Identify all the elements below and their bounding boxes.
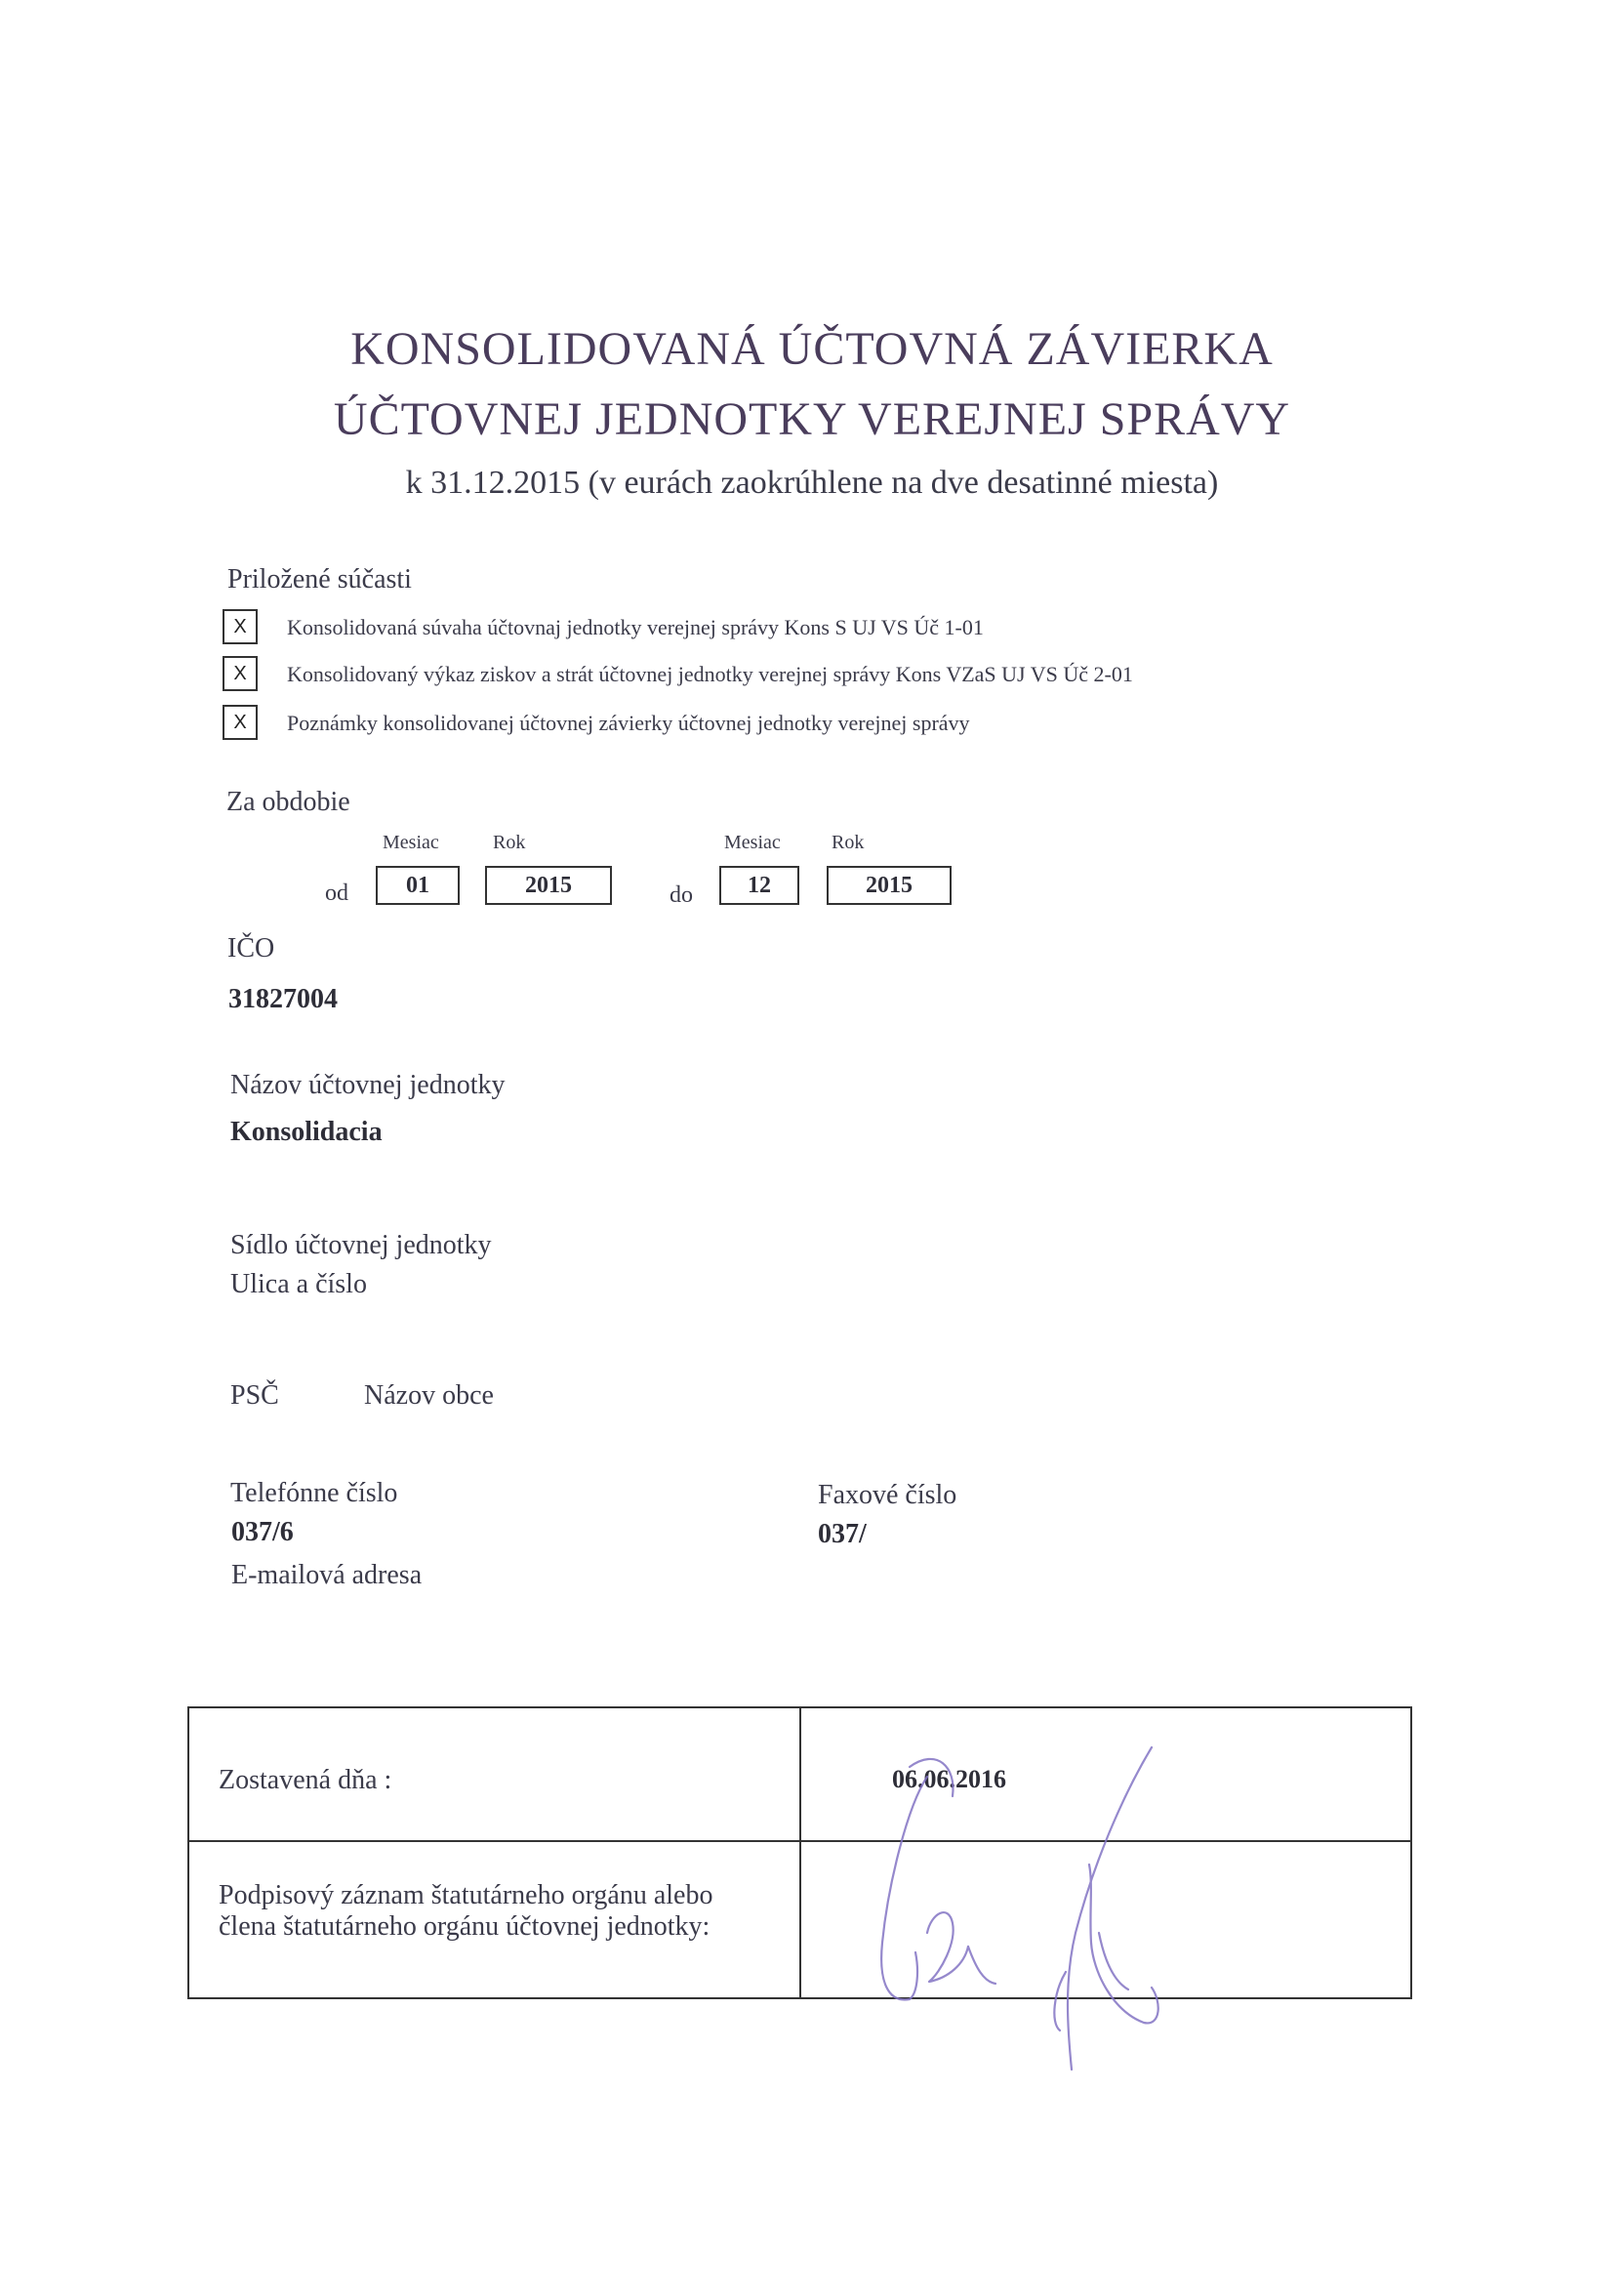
signature-scribble-icon xyxy=(859,1738,1191,2089)
ico-value: 31827004 xyxy=(228,984,338,1014)
title-line-2: ÚČTOVNEJ JEDNOTKY VEREJNEJ SPRÁVY xyxy=(333,393,1291,445)
title-line-1: KONSOLIDOVANÁ ÚČTOVNÁ ZÁVIERKA xyxy=(350,323,1274,375)
compiled-date-value: 06.06.2016 xyxy=(892,1765,1006,1793)
table-vertical-divider xyxy=(799,1708,801,1997)
ico-label: IČO xyxy=(227,933,275,964)
period-heading: Za obdobie xyxy=(226,787,350,817)
to-month-label: Mesiac xyxy=(724,832,781,853)
to-year-field[interactable]: 2015 xyxy=(827,866,952,905)
attachment-checkbox-1[interactable]: X xyxy=(223,609,258,644)
phone-value: 037/6 xyxy=(231,1517,294,1547)
from-month-label: Mesiac xyxy=(383,832,439,853)
from-month-field[interactable]: 01 xyxy=(376,866,460,905)
city-label: Názov obce xyxy=(364,1380,494,1411)
signature-table xyxy=(187,1706,1412,1999)
attachment-label-1: Konsolidovaná súvaha účtovnaj jednotky verejnej správy Kons S UJ VS Úč 1-01 xyxy=(287,615,984,639)
table-horizontal-divider xyxy=(189,1840,1410,1842)
signature-label-line-2: člena štatutárneho orgánu účtovnej jednotky: xyxy=(219,1911,710,1942)
address-label: Sídlo účtovnej jednotky xyxy=(230,1230,492,1260)
attachments-heading: Priložené súčasti xyxy=(227,564,412,594)
attachment-checkbox-3[interactable]: X xyxy=(223,705,258,740)
phone-label: Telefónne číslo xyxy=(230,1478,398,1508)
entity-name-value: Konsolidacia xyxy=(230,1117,383,1147)
street-label: Ulica a číslo xyxy=(230,1269,367,1299)
email-label: E-mailová adresa xyxy=(231,1560,423,1590)
entity-name-label: Názov účtovnej jednotky xyxy=(230,1070,506,1100)
from-year-label: Rok xyxy=(493,832,526,853)
compiled-date-label: Zostavená dňa : xyxy=(219,1765,392,1795)
signature-label-line-1: Podpisový záznam štatutárneho orgánu alebo xyxy=(219,1880,713,1910)
fax-value: 037/ xyxy=(818,1519,867,1549)
to-label: do xyxy=(670,882,693,908)
to-month-field[interactable]: 12 xyxy=(719,866,799,905)
attachment-checkbox-2[interactable]: X xyxy=(223,656,258,691)
attachment-label-2: Konsolidovaný výkaz ziskov a strát účtovnej jednotky verejnej správy Kons VZaS UJ VS Úč 2-01 xyxy=(287,662,1133,686)
fax-label: Faxové číslo xyxy=(818,1480,957,1510)
subtitle: k 31.12.2015 (v eurách zaokrúhlene na dve desatinné miesta) xyxy=(405,465,1219,501)
attachment-label-3: Poznámky konsolidovanej účtovnej závierky účtovnej jednotky verejnej správy xyxy=(287,711,970,735)
psc-label: PSČ xyxy=(230,1380,279,1411)
to-year-label: Rok xyxy=(832,832,865,853)
from-year-field[interactable]: 2015 xyxy=(485,866,612,905)
from-label: od xyxy=(325,881,348,906)
